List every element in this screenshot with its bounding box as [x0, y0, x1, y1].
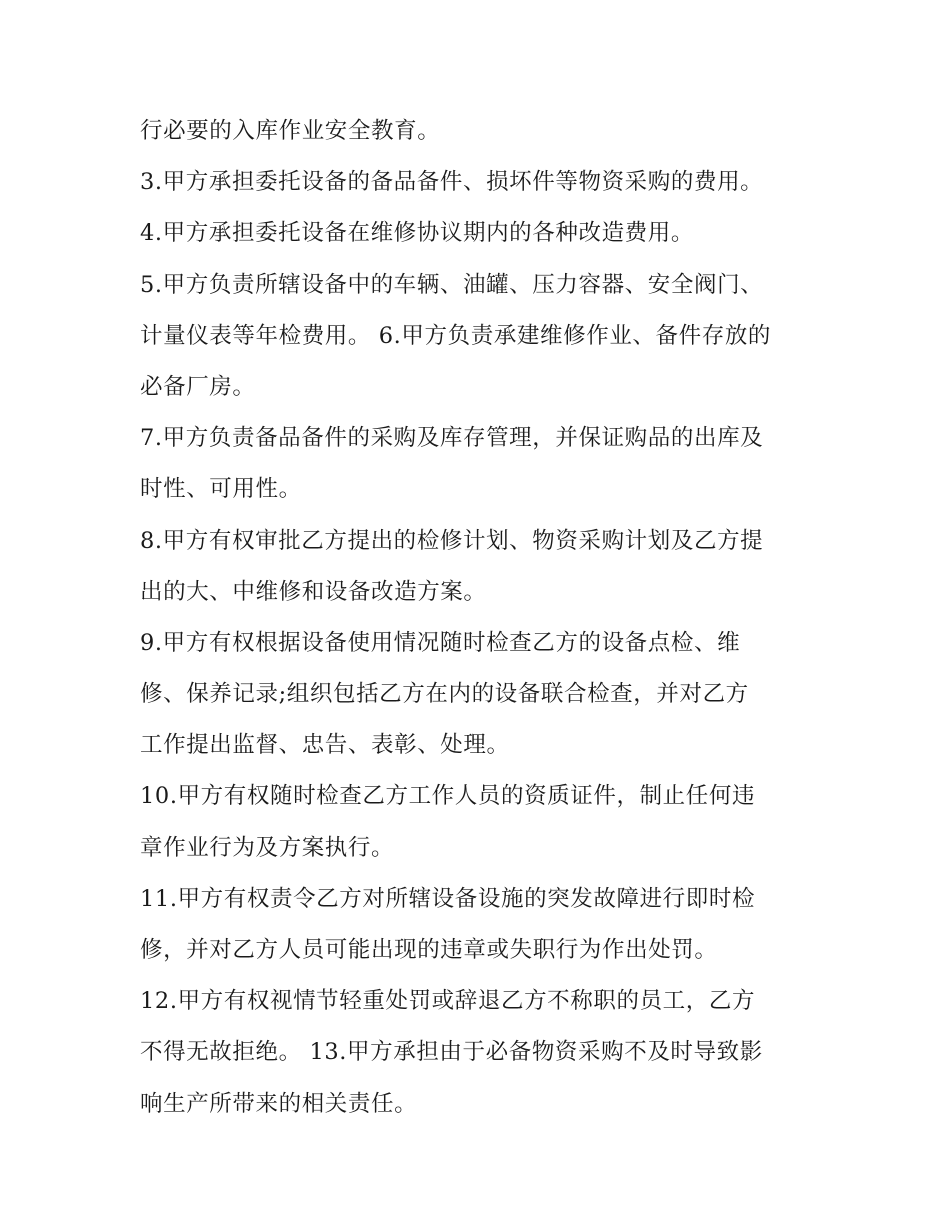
text-line: 修、保养记录;组织包括乙方在内的设备联合检查，并对乙方: [140, 681, 749, 708]
document-body: [140, 106, 820, 1130]
text-line: 3.甲方承担委托设备的备品备件、损坏件等物资采购的费用。: [140, 169, 764, 196]
text-line: 修，并对乙方人员可能出现的违章或失职行为作出处罚。: [140, 937, 718, 963]
text-line: 时性、可用性。: [140, 476, 302, 503]
text-line: 11.甲方有权责令乙方对所辖设备设施的突发故障进行即时检: [140, 885, 756, 912]
text-line: 计量仪表等年检费用。 6.甲方负责承建维修作业、备件存放的: [140, 322, 772, 349]
text-line: 行必要的入库作业安全教育。: [140, 118, 441, 144]
text-line: 5.甲方负责所辖设备中的车辆、油罐、压力容器、安全阀门、: [140, 271, 764, 298]
text-line: 不得无故拒绝。 13.甲方承担由于必备物资采购不及时导致影: [140, 1039, 763, 1066]
text-line: 7.甲方负责备品备件的采购及库存管理，并保证购品的出库及: [140, 425, 764, 452]
text-line: 响生产所带来的相关责任。: [140, 1090, 418, 1117]
text-line: 12.甲方有权视情节轻重处罚或辞退乙方不称职的员工，乙方: [140, 988, 756, 1015]
text-line: 9.甲方有权根据设备使用情况随时检查乙方的设备点检、维: [140, 629, 741, 656]
text-line: 必备厂房。: [140, 373, 256, 400]
text-line: 出的大、中维修和设备改造方案。: [140, 578, 487, 605]
text-line: 章作业行为及方案执行。: [140, 834, 395, 861]
text-line: 工作提出监督、忠告、表彰、处理。: [140, 732, 510, 759]
text-line: 4.甲方承担委托设备在维修协议期内的各种改造费用。: [140, 220, 694, 247]
text-line: 8.甲方有权审批乙方提出的检修计划、物资采购计划及乙方提: [140, 527, 764, 554]
text-line: 10.甲方有权随时检查乙方工作人员的资质证件，制止任何违: [140, 783, 756, 810]
